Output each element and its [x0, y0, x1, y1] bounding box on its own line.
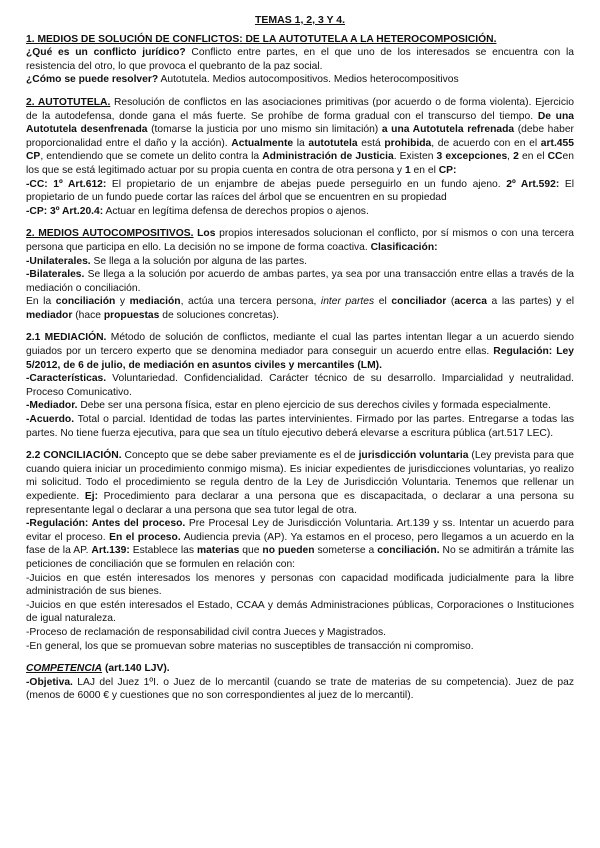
italic-run: inter partes — [320, 296, 375, 308]
section-heading-autotutela: 2. AUTOTUTELA. — [26, 96, 111, 108]
text-run: , actúa una tercera persona, — [180, 296, 321, 308]
text-run: . Existen — [393, 151, 437, 163]
bold-run: -Características. — [26, 373, 107, 385]
section-mediacion — [26, 331, 574, 440]
bold-run: conciliación — [55, 296, 116, 308]
text-run: y — [115, 296, 130, 308]
list-item-mediador — [26, 399, 574, 413]
bold-run: CP: — [438, 164, 457, 176]
bold-run: a una Autotutela refrenada — [381, 124, 515, 136]
paragraph-mediacion — [26, 331, 574, 372]
section-conciliacion — [26, 449, 574, 653]
bold-run: Actualmente — [231, 137, 294, 149]
bold-run: prohibida — [384, 137, 432, 149]
text-run: Procedimiento para declarar a una persona que es discapacitada, o declarar a una persona su representante legal o declarar a una persona que sea tutor legal de otra. — [26, 491, 574, 516]
bold-run: En el proceso. — [109, 531, 181, 543]
bold-run: Art.139: — [91, 545, 130, 557]
list-item-regulacion — [26, 517, 574, 571]
list-item-acuerdo — [26, 413, 574, 440]
text-run: El propietario de un fundo puede cortar las raíces del árbol que se encuentren en su propiedad — [26, 178, 574, 204]
list-item-cc — [26, 178, 574, 205]
text-run: Se llega a la solución por acuerdo de ambas partes, ya sea por una transacción entre ellas a través de la mediación o conciliación. — [26, 269, 574, 294]
text-run: (debe haber proporcionalidad entre el daño y la acción). — [26, 124, 574, 149]
bold-run: mediador — [26, 309, 73, 321]
text-run: Audiencia previa (AP). Ya estamos en el proceso, pero llegamos a un acuerdo en la fase de la AP. — [26, 531, 574, 557]
section-heading-mediacion: 2.1 MEDIACIÓN. — [26, 332, 107, 344]
bold-run: jurisdicción voluntaria — [358, 450, 469, 462]
list-item-caracteristicas — [26, 372, 574, 399]
list-item-menores: -Juicios en que estén interesados los menores y personas con capacidad modificada judicialmente para la libre administración de sus bienes. — [26, 572, 574, 598]
text-run: la — [293, 137, 309, 149]
bold-run: autotutela — [308, 137, 358, 149]
bold-run: 2 — [513, 151, 519, 163]
bold-run: no pueden — [262, 545, 315, 557]
paragraph-conciliacion — [26, 449, 574, 517]
bold-run: 3 excepciones — [436, 151, 508, 163]
text-run: está — [357, 137, 385, 149]
bold-run: -Regulación: Antes del proceso. — [26, 518, 186, 530]
bold-run: Ej: — [84, 491, 99, 502]
bold-run: materias — [196, 545, 240, 557]
text-run: Pre Procesal Ley de Jurisdicción Voluntaria. Art.139 y ss. Intentar un acuerdo para evitar el proceso. — [26, 518, 574, 543]
text-run: LAJ del Juez 1ºI. o Juez de lo mercantil (cuando se trate de materias de su competencia). Juez de paz (menos de 6000 € y cuestiones que no son correspondientes al juez de lo mercantil). — [26, 676, 574, 702]
bold-run: -CC: 1º Art.612: — [26, 178, 107, 190]
bold-run: De una Autotutela desenfrenada — [26, 110, 574, 136]
paragraph-conflict-definition — [26, 46, 574, 73]
text-run: Concepto que se debe saber previamente es el de — [121, 450, 359, 462]
bold-run: 1 — [404, 164, 411, 176]
bold-run: -Bilaterales. — [26, 269, 85, 281]
list-item-general: -En general, los que se promuevan sobre materias no susceptibles de transacción ni compromiso. — [26, 640, 474, 652]
list-item-estado: -Juicios en que estén interesados el Estado, CCAA y demás Administraciones públicas, Corporaciones o Instituciones de igual naturaleza. — [26, 599, 574, 625]
text-run: , — [507, 151, 514, 163]
bold-run: -CP: 3º Art.20.4: — [26, 205, 104, 217]
question-resolve: ¿Cómo se puede resolver? — [26, 74, 159, 86]
bold-run: -Acuerdo. — [26, 414, 75, 426]
section-heading-conciliacion: 2.2 CONCILIACIÓN. — [26, 450, 122, 462]
text-run: , de acuerdo con en el — [431, 137, 541, 149]
bold-run: mediación — [129, 296, 181, 308]
bold-run: propuestas — [103, 309, 160, 321]
bold-run: Regulación: Ley 5/2012, de 6 de julio, de mediación en asuntos civiles y mercantiles (LM). — [26, 346, 575, 371]
bold-run: conciliación. — [377, 545, 440, 557]
text-run: Establece las — [129, 545, 197, 557]
text-run: ( — [446, 296, 455, 308]
text-run: propios interesados solucionan el conflicto, por sí mismos o con una tercera persona que participa en ello. La decisión no se impone de forma coactiva. — [26, 228, 574, 253]
section-heading-conflict-resolution: 1. MEDIOS DE SOLUCIÓN DE CONFLICTOS: DE LA AUTOTUTELA A LA HETEROCOMPOSICIÓN. — [26, 33, 497, 45]
section-competencia — [26, 662, 574, 703]
list-item-cp — [26, 205, 574, 219]
text-run: El propietario de un enjambre de abejas puede perseguirlo en un fundo ajeno. — [106, 178, 507, 190]
bold-run: Clasificación: — [370, 241, 438, 253]
text-run: a las partes) y el — [486, 296, 575, 308]
list-item-responsabilidad: -Proceso de reclamación de responsabilidad civil contra Jueces y Magistrados. — [26, 626, 386, 638]
paragraph-autotutela — [26, 96, 574, 178]
document-title: TEMAS 1, 2, 3 Y 4. — [254, 14, 346, 26]
text-run: Actuar en legítima defensa de derechos propios o ajenos. — [103, 205, 369, 217]
list-item-bilaterales — [26, 268, 574, 295]
section-heading-competencia: COMPETENCIA — [26, 663, 103, 675]
bold-run: conciliador — [391, 296, 447, 308]
text-run: (Ley prevista para que cuando quiera iniciar un procedimiento conmigo misma). Es iniciar expedientes de jurisdicciones voluntarias, yo realizo mi solicitud. Todo el procedimiento se regula dentro de la Ley de Jurisdicción Voluntaria. Tenemos que rellenar un expediente. — [26, 450, 575, 502]
section-autocompositivos — [26, 227, 574, 322]
section-conflict-resolution — [26, 33, 574, 87]
text-run: en los que se está legitimado actuar por su propia cuenta en contra de otra persona y — [26, 151, 574, 176]
bold-run: CC — [547, 151, 563, 163]
bold-run: -Objetiva. — [26, 676, 73, 688]
text-run: Resolución de conflictos en las asociaciones primitivas (por acuerdo o de forma violenta). Ejercicio de la autodefensa, donde gana el más fuerte. Se prohíbe de forma gradual con el transcurso del tiempo. — [26, 96, 574, 122]
answer-conflict: Conflicto entre partes, en el que uno de los interesados se encuentra con la resistencia del otro, lo que provoca el quebranto de la paz social. — [26, 47, 575, 72]
paragraph-how-resolve — [26, 73, 574, 87]
text-run: el — [374, 296, 392, 308]
answer-resolve: Autotutela. Medios autocompositivos. Medios heterocompositivos — [158, 74, 459, 86]
list-item-unilaterales — [26, 255, 574, 269]
text-run: Voluntariedad. Confidencialidad. Carácter técnico de su desarrollo. Imparcialidad y neutralidad. Proceso Comunicativo. — [26, 373, 574, 398]
heading-competencia — [26, 662, 574, 676]
bold-run: art.455 CP — [26, 137, 574, 163]
bold-run: -Unilaterales. — [26, 255, 91, 267]
question-conflict: ¿Qué es un conflicto jurídico? — [26, 47, 186, 59]
text-run: en el — [410, 164, 439, 176]
bold-run: 2º Art.592: — [506, 178, 560, 190]
text-run: Se llega a la solución por alguna de las partes. — [90, 255, 308, 267]
text-run: Total o parcial. Identidad de todas las partes intervinientes. Firmado por las partes. Entregarse a todas las partes. No tiene fuerza ejecutiva, para que sea un título ejecutivo deberá elevarse a escritura pública (art.517 LEC). — [26, 414, 574, 439]
text-run: someterse a — [314, 545, 378, 557]
text-run: Método de solución de conflictos, mediante el cual las partes intentan llegar a un acuerdo siendo guiados por un tercero experto que se denomina mediador para conseguir un acuerdo entre ellas. — [26, 332, 574, 358]
section-autotutela — [26, 96, 574, 218]
bold-run: Administración de Justicia — [262, 151, 394, 163]
text-run: (hace — [72, 309, 104, 321]
bold-run: Los — [193, 228, 216, 240]
paragraph-autocompositivos — [26, 227, 574, 254]
text-run: que — [239, 545, 263, 557]
bold-run: -Mediador. — [26, 400, 78, 412]
section-heading-autocompositivos: 2. MEDIOS AUTOCOMPOSITIVOS. — [26, 228, 194, 240]
bold-run: acerca — [454, 296, 487, 308]
text-run: (tomarse la justicia por uno mismo sin limitación) — [147, 124, 382, 136]
text-run: , entendiendo que se comete un delito contra la — [40, 151, 263, 163]
text-run: Debe ser una persona física, estar en pleno ejercicio de sus derechos civiles y formada especialmente. — [77, 400, 551, 412]
text-run: de soluciones concretas). — [159, 309, 279, 321]
bold-run: (art.140 LJV). — [102, 663, 170, 675]
list-item-objetiva — [26, 676, 574, 703]
paragraph-conciliacion-mediacion — [26, 295, 574, 322]
text-run: No se admitirán a trámite las peticiones de conciliación que se formulen en relación con: — [26, 545, 574, 570]
text-run: En la — [26, 296, 56, 308]
text-run: en el — [518, 151, 548, 163]
